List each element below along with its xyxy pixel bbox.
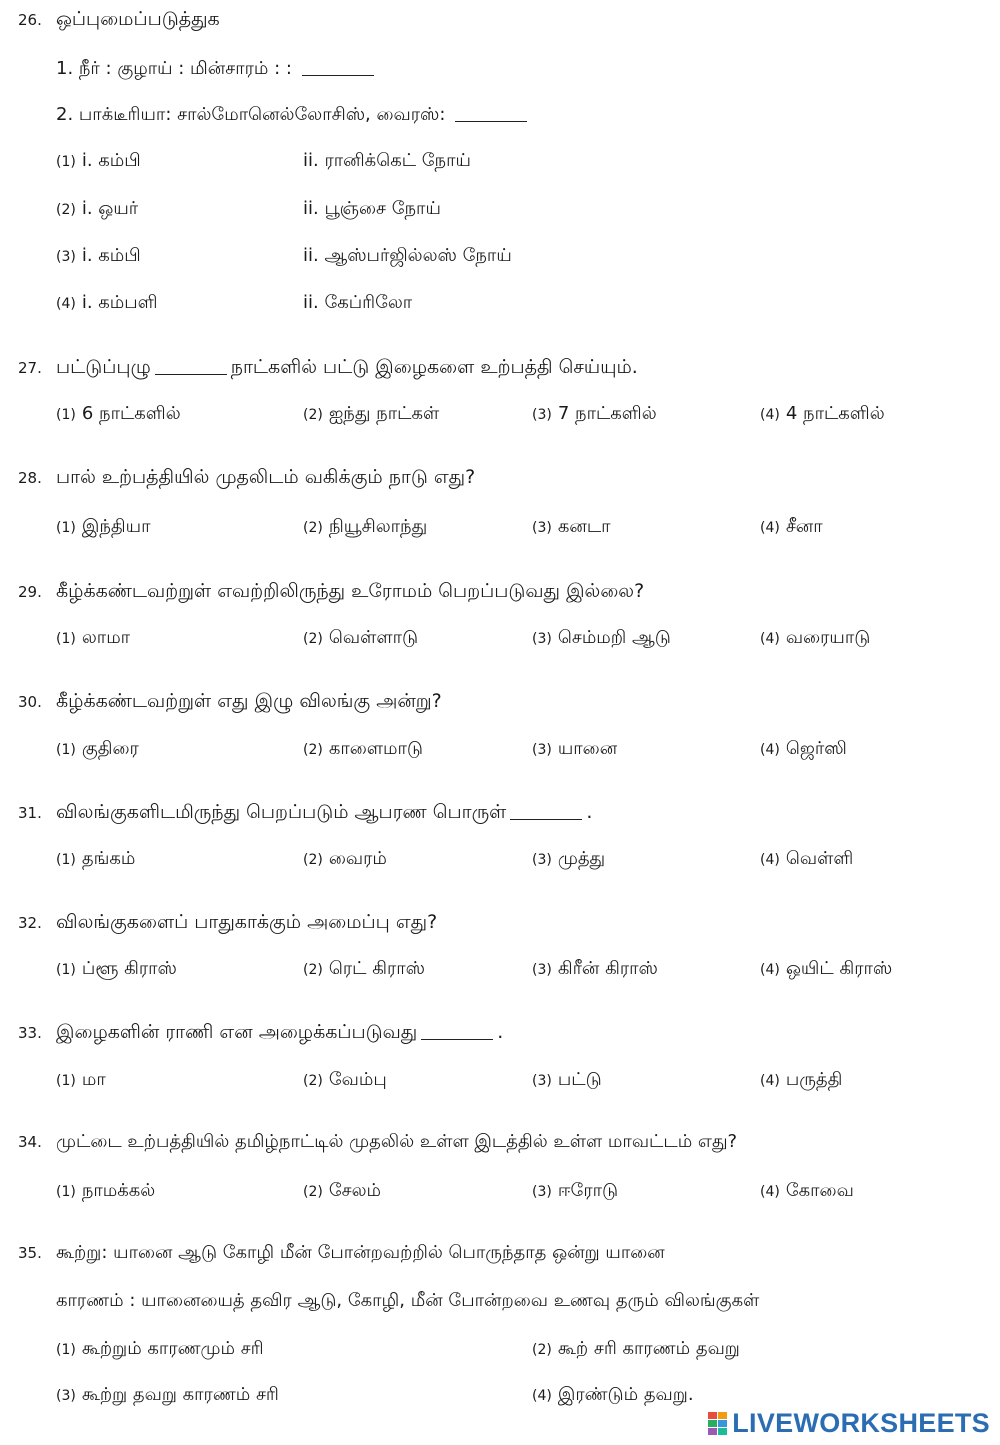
q35-reason: காரணம் : யானையைத் தவிர ஆடு, கோழி, மீன் போன்றவை உணவு தரும் விலங்குகள் — [56, 1290, 760, 1311]
question-35 — [18, 1242, 665, 1265]
option-text: 6 நாட்களில் — [81, 403, 181, 424]
option-number: (1) — [56, 962, 76, 978]
answer-blank[interactable] — [421, 1039, 493, 1040]
option-text: நாமக்கல் — [81, 1180, 156, 1201]
option-text: கூற்று தவறு காரணம் சரி — [81, 1384, 279, 1405]
option-number: (4) — [760, 742, 780, 758]
option-number: (4) — [760, 1184, 780, 1200]
option-number: (4) — [760, 1073, 780, 1089]
option-text: i. கம்பி — [81, 150, 141, 171]
q31-option-1[interactable] — [56, 848, 135, 871]
option-text: கீழ்க்கண்டவற்றுள் எவற்றிலிருந்து உரோமம் பெறப்படுவது இல்லை? — [56, 580, 645, 602]
option-text: பருத்தி — [785, 1069, 843, 1090]
option-text: கூற் சரி காரணம் தவறு — [557, 1338, 740, 1359]
option-text: 33. — [18, 1024, 42, 1042]
question-27 — [18, 356, 638, 381]
option-text: லாமா — [81, 627, 131, 648]
option-number: (2) — [532, 1342, 552, 1358]
option-text: ii. ரானிக்கெட் நோய் — [303, 150, 471, 171]
q31-option-3[interactable] — [532, 848, 605, 871]
option-text: ஒயிட் கிராஸ் — [785, 958, 893, 979]
option-text: . — [497, 1021, 504, 1043]
q26-sub1 — [56, 58, 378, 81]
option-text: 7 நாட்களில் — [557, 403, 657, 424]
option-number: (2) — [303, 852, 323, 868]
q26-option-3[interactable] — [56, 245, 141, 268]
question-30 — [18, 690, 442, 715]
q26-option-1-ii — [303, 150, 471, 173]
option-number: (1) — [56, 852, 76, 868]
q32-option-3[interactable] — [532, 958, 658, 981]
answer-blank[interactable] — [155, 374, 227, 375]
option-text: விலங்குகளிடமிருந்து பெறப்படும் ஆபரண பொருள் — [56, 801, 507, 823]
option-number: (1) — [56, 520, 76, 536]
q26-option-4-ii — [303, 292, 412, 315]
option-text: 29. — [18, 583, 42, 601]
option-number: (2) — [303, 962, 323, 978]
option-text: கூற்றும் காரணமும் சரி — [81, 1338, 264, 1359]
option-number: (3) — [532, 742, 552, 758]
option-number: (1) — [56, 154, 76, 170]
option-number: (1) — [56, 631, 76, 647]
option-number: (4) — [760, 631, 780, 647]
question-number: 26. — [18, 11, 42, 29]
q29-option-4[interactable] — [760, 627, 870, 650]
q26-option-2[interactable] — [56, 198, 138, 221]
question-33 — [18, 1021, 503, 1046]
option-number: (2) — [56, 202, 76, 218]
q35-option-4[interactable] — [532, 1384, 694, 1407]
option-number: (4) — [760, 962, 780, 978]
option-number: (3) — [56, 249, 76, 265]
option-text: பட்டு — [557, 1069, 602, 1090]
option-text: சீனா — [785, 516, 823, 537]
question-28 — [18, 466, 475, 491]
question-31 — [18, 801, 592, 826]
option-text: தங்கம் — [81, 848, 136, 869]
option-text: கனடா — [557, 516, 611, 537]
q30-option-3[interactable] — [532, 738, 617, 761]
option-text: முத்து — [557, 848, 606, 869]
option-text: 1. நீர் : குழாய் : மின்சாரம் : : — [56, 58, 292, 79]
q30-option-4[interactable] — [760, 738, 847, 761]
option-text: வேம்பு — [328, 1069, 387, 1090]
question-text: ஒப்புமைப்படுத்துக — [56, 8, 220, 30]
option-number: (3) — [532, 852, 552, 868]
q33-option-2[interactable] — [303, 1069, 387, 1092]
option-number: (4) — [760, 407, 780, 423]
option-text: 4 நாட்களில் — [785, 403, 885, 424]
option-number: (2) — [303, 407, 323, 423]
option-number: (2) — [303, 742, 323, 758]
option-text: சேலம் — [328, 1180, 382, 1201]
answer-blank[interactable] — [455, 121, 527, 122]
option-text: ஈரோடு — [557, 1180, 619, 1201]
option-text: கீழ்க்கண்டவற்றுள் எது இழு விலங்கு அன்று? — [56, 690, 442, 712]
option-text: செம்மறி ஆடு — [557, 627, 671, 648]
option-text: பட்டுப்புழு — [56, 356, 151, 378]
option-number: (1) — [56, 407, 76, 423]
option-text: கூற்று: யானை ஆடு கோழி மீன் போன்றவற்றில் பொருந்தாத ஒன்று யானை — [56, 1242, 665, 1263]
option-text: நாட்களில் பட்டு இழைகளை உற்பத்தி செய்யும். — [230, 356, 638, 378]
option-text: யானை — [557, 738, 618, 759]
q30-option-1[interactable] — [56, 738, 139, 761]
option-text: 32. — [18, 914, 42, 932]
option-text: ii. ஆஸ்பர்ஜில்லஸ் நோய் — [303, 245, 512, 266]
q29-option-1[interactable] — [56, 627, 130, 650]
option-text: ஜெர்ஸி — [785, 738, 847, 759]
option-text: இந்தியா — [81, 516, 151, 537]
q34-option-4[interactable] — [760, 1180, 854, 1203]
answer-blank[interactable] — [510, 819, 582, 820]
option-text: ii. பூஞ்சை நோய் — [303, 198, 441, 219]
option-number: (4) — [760, 520, 780, 536]
option-text: 30. — [18, 693, 42, 711]
option-number: (1) — [56, 742, 76, 758]
option-number: (4) — [56, 296, 76, 312]
option-text: காளைமாடு — [328, 738, 423, 759]
option-text: ரெட் கிராஸ் — [328, 958, 425, 979]
question-34 — [18, 1131, 737, 1154]
option-text: 28. — [18, 469, 42, 487]
option-text: 2. பாக்டீரியா: சால்மோனெல்லோசிஸ், வைரஸ்: — [56, 104, 446, 125]
option-text: கோவை — [785, 1180, 854, 1201]
option-text: விலங்குகளைப் பாதுகாக்கும் அமைப்பு எது? — [56, 911, 438, 933]
q28-option-2[interactable] — [303, 516, 427, 539]
question-32 — [18, 911, 437, 936]
option-text: i. ஒயர் — [81, 198, 139, 219]
option-number: (1) — [56, 1073, 76, 1089]
option-text: 34. — [18, 1133, 42, 1151]
brand-name: LIVEWORKSHEETS — [732, 1408, 990, 1438]
option-text: . — [586, 801, 593, 823]
question-29 — [18, 580, 644, 605]
answer-blank[interactable] — [302, 75, 374, 76]
option-number: (3) — [532, 962, 552, 978]
option-text: 31. — [18, 804, 42, 822]
option-text: ii. கேப்ரிலோ — [303, 292, 413, 313]
option-text: முட்டை உற்பத்தியில் தமிழ்நாட்டில் முதலில் உள்ள இடத்தில் உள்ள மாவட்டம் எது? — [56, 1131, 738, 1152]
option-number: (2) — [303, 1073, 323, 1089]
option-number: (3) — [532, 1184, 552, 1200]
option-number: (4) — [532, 1388, 552, 1404]
q27-option-4[interactable] — [760, 403, 885, 426]
q32-option-4[interactable] — [760, 958, 892, 981]
q28-option-1[interactable] — [56, 516, 151, 539]
option-text: 27. — [18, 359, 42, 377]
q35-option-1[interactable] — [56, 1338, 264, 1361]
q33-option-1[interactable] — [56, 1069, 106, 1092]
q26-option-4[interactable] — [56, 292, 158, 315]
option-number: (2) — [303, 1184, 323, 1200]
option-text: i. கம்பளி — [81, 292, 158, 313]
q29-option-2[interactable] — [303, 627, 418, 650]
liveworksheets-logo-icon — [708, 1412, 728, 1436]
q26-sub2 — [56, 104, 531, 127]
q26-option-2-ii — [303, 198, 441, 221]
option-text: 35. — [18, 1244, 42, 1262]
q34-option-2[interactable] — [303, 1180, 381, 1203]
option-text: வெள்ளாடு — [328, 627, 419, 648]
q27-option-3[interactable] — [532, 403, 657, 426]
q26-option-3-ii — [303, 245, 512, 268]
q26-option-1[interactable] — [56, 150, 141, 173]
option-text: கிரீன் கிராஸ் — [557, 958, 658, 979]
q27-option-1[interactable] — [56, 403, 181, 426]
q28-option-3[interactable] — [532, 516, 611, 539]
option-text: வெள்ளி — [785, 848, 854, 869]
q32-option-1[interactable] — [56, 958, 177, 981]
option-text: மா — [81, 1069, 106, 1090]
option-text: வைரம் — [328, 848, 387, 869]
option-text: குதிரை — [81, 738, 139, 759]
q34-option-1[interactable] — [56, 1180, 155, 1203]
q35-option-2[interactable] — [532, 1338, 740, 1361]
option-number: (3) — [532, 407, 552, 423]
q33-option-3[interactable] — [532, 1069, 602, 1092]
option-text: i. கம்பி — [81, 245, 141, 266]
q34-option-3[interactable] — [532, 1180, 618, 1203]
option-number: (3) — [56, 1388, 76, 1404]
q29-option-3[interactable] — [532, 627, 671, 650]
option-text: வரையாடு — [785, 627, 871, 648]
option-number: (3) — [532, 631, 552, 647]
option-number: (3) — [532, 1073, 552, 1089]
option-text: ஐந்து நாட்கள் — [328, 403, 440, 424]
q28-option-4[interactable] — [760, 516, 823, 539]
q27-option-2[interactable] — [303, 403, 439, 426]
option-number: (1) — [56, 1184, 76, 1200]
q35-option-3[interactable] — [56, 1384, 279, 1407]
option-text: இரண்டும் தவறு. — [557, 1384, 694, 1405]
option-text: நியூசிலாந்து — [328, 516, 428, 537]
option-text: ப்ளூ கிராஸ் — [81, 958, 177, 979]
q31-option-4[interactable] — [760, 848, 853, 871]
question-26 — [18, 8, 220, 33]
option-number: (2) — [303, 631, 323, 647]
option-number: (3) — [532, 520, 552, 536]
option-number: (1) — [56, 1342, 76, 1358]
option-number: (4) — [760, 852, 780, 868]
q31-option-2[interactable] — [303, 848, 387, 871]
liveworksheets-logo[interactable] — [708, 1408, 990, 1439]
option-text: இழைகளின் ராணி என அழைக்கப்படுவது — [56, 1021, 418, 1043]
q32-option-2[interactable] — [303, 958, 425, 981]
option-number: (2) — [303, 520, 323, 536]
q33-option-4[interactable] — [760, 1069, 842, 1092]
q30-option-2[interactable] — [303, 738, 423, 761]
option-text: பால் உற்பத்தியில் முதலிடம் வகிக்கும் நாடு எது? — [56, 466, 476, 488]
